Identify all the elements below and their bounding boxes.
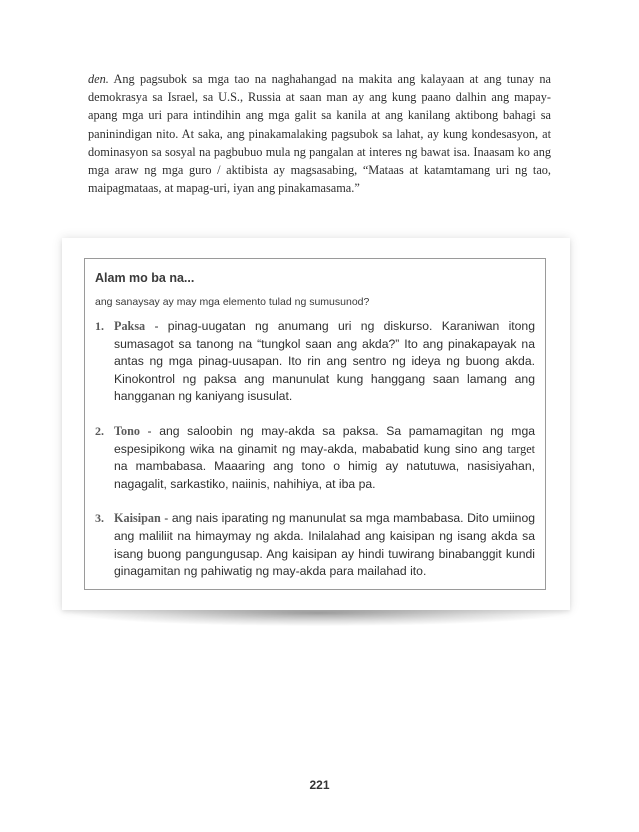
item-number: 1. — [95, 319, 104, 333]
info-card — [62, 238, 570, 610]
item-term: Kaisipan — [114, 511, 161, 526]
list-item-tono — [95, 423, 535, 493]
intro-text: Ang pagsubok sa mga tao na naghahangad na makita ang kalayaan at ang tunay na demokrasya sa Israel, sa U.S., Russia at saan man ay ang kung paano dalhin ang mapay-apang mga uri para intindihin ang mga galit sa kanila at ang kanilang aktibong bahagi sa paninindigan nito. At saka, ang pinakamalaking pagsubok sa lahat, ay kung kondesasyon, at dominasyon sa sosyal na pagbubuo mula ng pangalan at interes ng bawat isa. Inaasam ko ang mga araw ng mga guro / aktibista ay magsasabing, “Mataas at katamtamang uri ng tao, maipagmataas, at mapag-uri, iyan ang pinakamasama.” — [88, 72, 551, 196]
info-box — [84, 258, 546, 590]
list-item-kaisipan — [95, 510, 535, 580]
item-text: - pinag-uugatan ng anumang uri ng diskurso. Karaniwan itong sumasagot sa tanong na “tungkol saan ang akda?” Ito ang pinakapayak na antas ng mga pinag-uusapan. Ito rin ang sentro ng ideya ng buong akda. Kinokontrol ng paksa ang manunulat kung hanggang saan lamang ang hangganan ng kaniyang isusulat. — [114, 319, 535, 404]
item-text-after: na mambabasa. Maaaring ang tono o himig ay natutuwa, nasisiyahan, nagagalit, sarkastiko, naiinis, nahihiya, at iba pa. — [114, 459, 535, 491]
box-subtitle: ang sanaysay ay may mga elemento tulad ng sumusunod? — [95, 296, 370, 308]
item-number: 2. — [95, 423, 104, 438]
intro-paragraph — [88, 70, 551, 197]
element-list — [95, 318, 535, 581]
list-item-paksa — [95, 318, 535, 406]
item-term: Paksa — [114, 319, 146, 333]
item-number: 3. — [95, 511, 104, 526]
box-title: Alam mo ba na... — [95, 271, 195, 285]
page-number: 221 — [309, 778, 330, 792]
intro-lead: den. — [88, 72, 109, 86]
item-term: Tono — [114, 423, 140, 438]
item-target-word: target — [507, 441, 535, 456]
item-text-before: - ang saloobin ng may-akda sa paksa. Sa pamamagitan ng mga espesipikong wika na ginamit ng may-akda, mababatid kung sino ang — [114, 423, 535, 456]
item-text: - ang nais iparating ng manunulat sa mga mambabasa. Dito umiinog ang maliliit na himaymay ng akda. Inilalahad ang kaisipan ng isang akda sa isang buong pangungusap. Ang kaisipan ay hindi tuwirang binabanggit kundi ginagamitan ng pahiwatig ng may-akda para mailahad ito. — [114, 511, 535, 579]
